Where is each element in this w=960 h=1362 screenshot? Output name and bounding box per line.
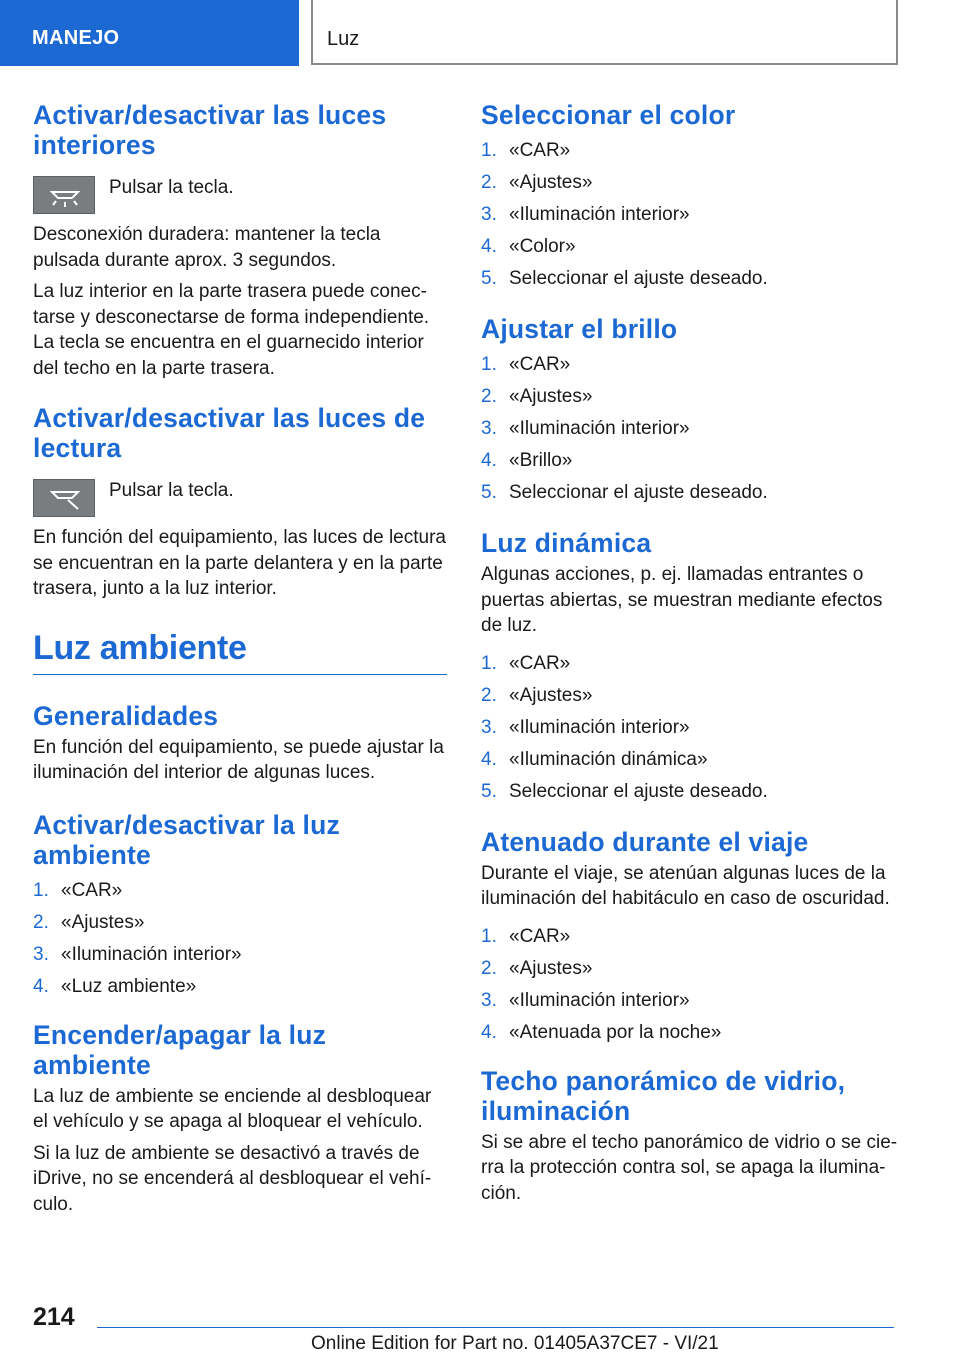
list-item: 2. «Ajustes» [481,386,593,407]
list-item: 3. «Iluminación interior» [481,418,690,439]
toggle-ambient-steps [33,878,447,1006]
onoff-paragraph-1: La luz de ambiente se enciende al desbloquear el vehículo y se apaga al bloquear el vehículo. [33,1085,432,1132]
interior-lights-title: Activar/desactivar las luces interiores [33,100,387,160]
list-item: 4. «Color» [481,236,576,257]
interior-key-row [33,176,447,222]
dynamic-light-paragraph: Algunas acciones, p. ej. llamadas entrantes o puertas abiertas, se muestran mediante efectos de luz. [481,564,883,636]
list-item: 1. «CAR» [481,354,571,375]
left-column [33,100,447,1217]
list-item: 5. Seleccionar el ajuste deseado. [481,780,768,802]
onoff-ambient-title: Encender/apagar la luz ambiente [33,1019,327,1080]
panoramic-roof-paragraph: Si se abre el techo panorámico de vidrio o se cie‐rra la protección contra sol, se apaga la ilumina‐ción. [481,1131,898,1204]
right-column [481,100,899,1206]
onoff-paragraph-2: Si la luz de ambiente se desactivó a través de iDrive, no se encenderá al desbloquear el vehí‐culo. [33,1142,432,1215]
list-item: 1. «CAR» [481,925,571,947]
general-title: Generalidades [33,700,219,731]
list-item: 1. «CAR» [33,879,123,901]
interior-key-text: Pulsar la tecla. [109,177,234,198]
interior-paragraph-1: Desconexión duradera: mantener la tecla pulsada durante aprox. 3 segundos. [33,224,381,271]
dynamic-light-steps [481,651,899,811]
list-item: 4. «Brillo» [481,450,573,471]
chapter-label: Luz [327,28,360,50]
interior-paragraph-2: La luz interior en la parte trasera puede conec‐tarse y desconectarse de forma independiente. La tecla se encuentra en el guarnecido interior del techo en la parte trasera. [33,281,430,379]
chapter-tab [311,0,898,65]
list-item: 4. «Luz ambiente» [33,975,197,997]
footer-divider [97,1327,894,1328]
section-label: MANEJO [32,27,120,49]
dimming-paragraph: Durante el viaje, se atenúan algunas luces de la iluminación del habitáculo en caso de oscuridad. [481,862,890,909]
general-paragraph: En función del equipamiento, se puede ajustar la iluminación del interior de algunas luces. [33,736,444,783]
list-item: 1. «CAR» [481,652,571,674]
reading-key-row [33,479,447,525]
reading-light-key-icon [33,479,95,517]
panoramic-roof-title: Techo panorámico de vidrio, iluminación [481,1065,846,1126]
list-item: 2. «Ajustes» [481,172,593,193]
ambient-heading: Luz ambiente [33,628,247,667]
list-item: 2. «Ajustes» [481,957,593,979]
reading-lights-title: Activar/desactivar las luces de lectura [33,403,426,463]
list-item: 5. Seleccionar el ajuste deseado. [481,482,768,503]
color-steps [481,138,899,298]
list-item: 3. «Iluminación interior» [481,204,690,225]
list-item: 3. «Iluminación interior» [481,989,690,1011]
list-item: 2. «Ajustes» [33,911,145,933]
list-item: 3. «Iluminación interior» [481,716,690,738]
page-number: 214 [33,1303,75,1331]
list-item: 2. «Ajustes» [481,684,593,706]
reading-key-text: Pulsar la tecla. [109,480,234,501]
ambient-heading-block [33,628,447,675]
edition-footer: Online Edition for Part no. 01405A37CE7 - VI/21 [311,1333,719,1354]
list-item: 5. Seleccionar el ajuste deseado. [481,268,768,289]
section-tab[interactable] [0,0,299,66]
dimming-steps [481,924,899,1052]
list-item: 3. «Iluminación interior» [33,943,242,965]
list-item: 4. «Atenuada por la noche» [481,1021,722,1043]
list-item: 1. «CAR» [481,140,571,161]
toggle-ambient-title: Activar/desactivar la luz ambiente [33,809,340,870]
brightness-steps [481,352,899,512]
list-item: 4. «Iluminación dinámica» [481,748,708,770]
dynamic-light-title: Luz dinámica [481,528,652,558]
interior-light-key-icon [33,176,95,214]
brightness-title: Ajustar el brillo [481,314,678,344]
reading-paragraph: En función del equipamiento, las luces de lectura se encuentran en la parte delantera y en la parte trasera, junto a la luz interior. [33,527,446,599]
dimming-title: Atenuado durante el viaje [481,826,809,857]
color-title: Seleccionar el color [481,100,736,130]
